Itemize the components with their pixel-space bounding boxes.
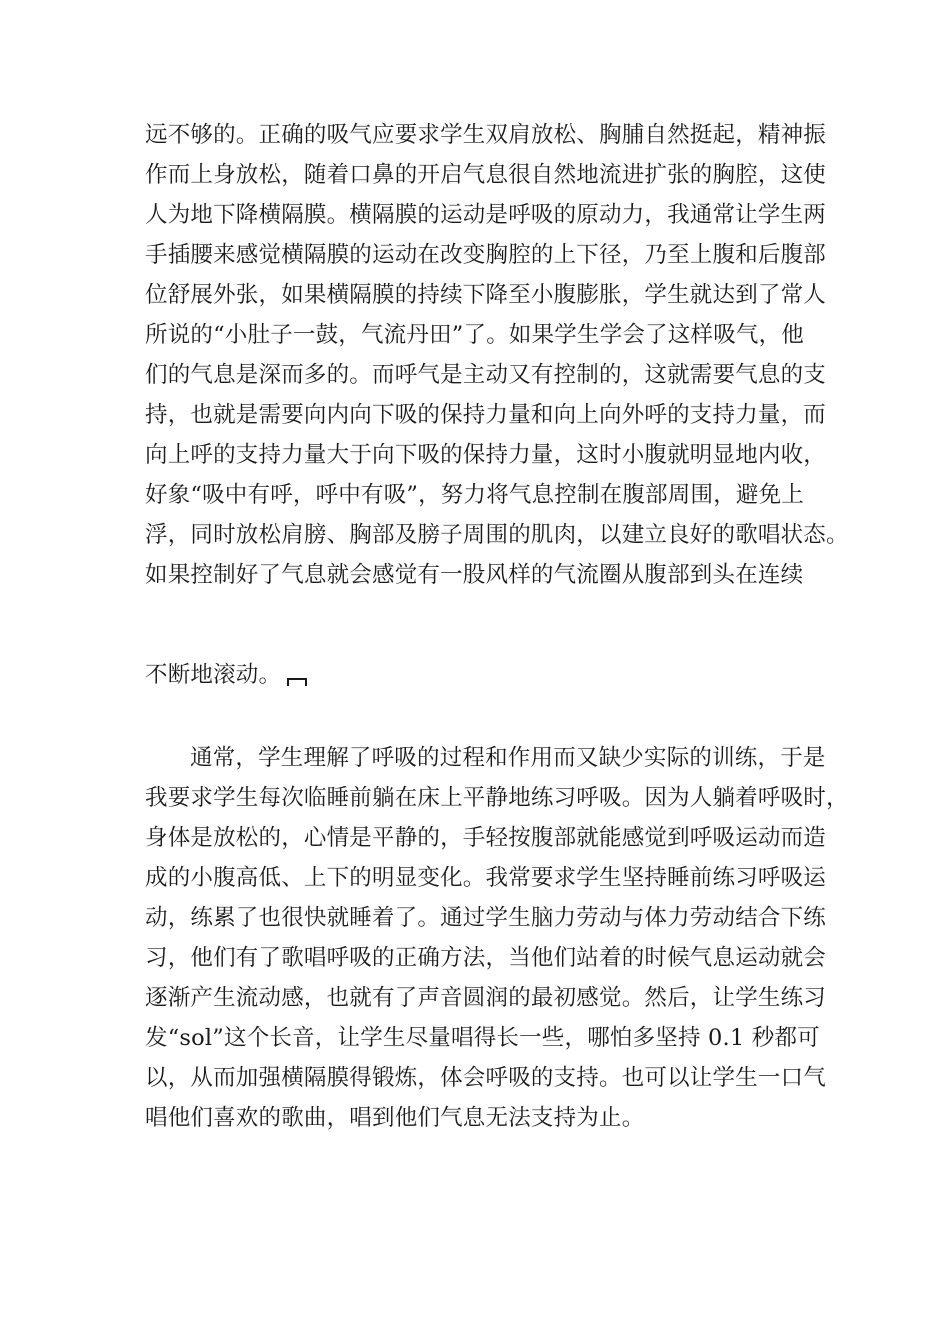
text-line: 我要求学生每次临睡前躺在床上平静地练习呼吸。因为人躺着呼吸时， (145, 785, 849, 811)
text-line: 如果控制好了气息就会感觉有一股风样的气流圈从腹部到头在连续 (145, 562, 804, 588)
text-line: 身体是放松的，心情是平静的，手轻按腹部就能感觉到呼吸运动而造 (145, 825, 827, 851)
text-line: 浮，同时放松肩膀、胸部及膀子周围的肌肉，以建立良好的歌唱状态。 (145, 522, 849, 548)
text-line: 通常，学生理解了呼吸的过程和作用而又缺少实际的训练，于是 (190, 745, 826, 771)
text-line: 以，从而加强横隔膜得锻炼，体会呼吸的支持。也可以让学生一口气 (145, 1065, 827, 1091)
text-line: 作而上身放松，随着口鼻的开启气息很自然地流进扩张的胸腔，这使 (145, 162, 827, 188)
text-line: 所说的“小肚子一鼓，气流丹田”了。如果学生学会了这样吸气，他 (145, 322, 805, 348)
text-line: 成的小腹高低、上下的明显变化。我常要求学生坚持睡前练习呼吸运 (145, 865, 827, 891)
text-line (145, 655, 810, 695)
text-line: 人为地下降横隔膜。横隔膜的运动是呼吸的原动力，我通常让学生两 (145, 202, 827, 228)
text-line: 习，他们有了歌唱呼吸的正确方法，当他们站着的时候气息运动就会 (145, 945, 827, 971)
text-line: 好象“吸中有呼，呼中有吸”，努力将气息控制在腹部周围，避免上 (145, 482, 805, 508)
text-line: 动，练累了也很快就睡着了。通过学生脑力劳动与体力劳动结合下练 (145, 905, 827, 931)
text-line: 逐渐产生流动感，也就有了声音圆润的最初感觉。然后，让学生练习 (145, 985, 827, 1011)
paragraph-continuation (145, 655, 810, 695)
text-line: 手插腰来感觉横隔膜的运动在改变胸腔的上下径，乃至上腹和后腹部 (145, 242, 827, 268)
continuation-text: 不断地滚动。 (145, 662, 282, 688)
text-line: 远不够的。正确的吸气应要求学生双肩放松、胸脯自然挺起，精神振 (145, 122, 827, 148)
text-line: 唱他们喜欢的歌曲，唱到他们气息无法支持为止。 (145, 1105, 645, 1131)
paragraph-practice-method (145, 738, 849, 1138)
text-line: 向上呼的支持力量大于向下吸的保持力量，这时小腹就明显地内收， (145, 442, 827, 468)
text-line: 位舒展外张，如果横隔膜的持续下降至小腹膨胀，学生就达到了常人 (145, 282, 827, 308)
text-line: 持，也就是需要向内向下吸的保持力量和向上向外呼的支持力量，而 (145, 402, 827, 428)
text-line: 发“sol”这个长音，让学生尽量唱得长一些，哪怕多坚持 0.1 秒都可 (145, 1025, 820, 1051)
paragraph-breathing-technique (145, 115, 849, 595)
paragraph-break-mark-icon (287, 678, 307, 686)
text-line: 们的气息是深而多的。而呼气是主动又有控制的，这就需要气息的支 (145, 362, 827, 388)
